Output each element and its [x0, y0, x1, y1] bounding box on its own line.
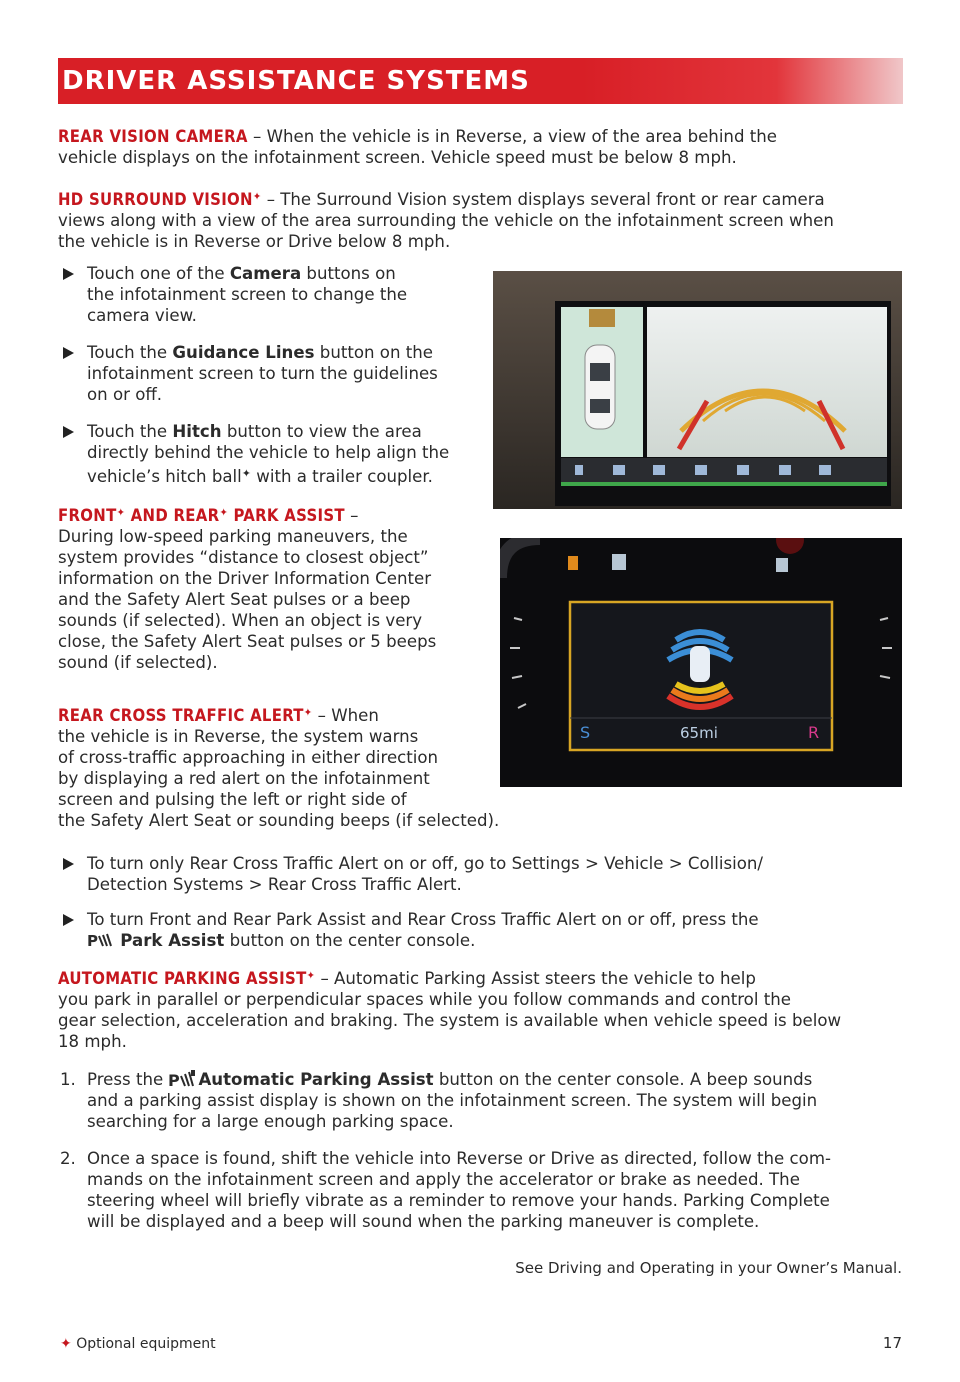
- svg-text:P: P: [87, 932, 98, 948]
- bullet-hitch: Touch the Hitch button to view the area directly behind the vehicle to help align the vehicle’s hitch ball✦ with a trailer coupler.: [87, 422, 450, 486]
- optional-mark-icon: ✦: [252, 190, 262, 203]
- cluster-gear-right: R: [808, 723, 820, 742]
- auto-park-heading: AUTOMATIC PARKING ASSIST: [58, 969, 307, 988]
- footer-note: ✦ Optional equipment: [60, 1336, 216, 1352]
- surround-vision-heading: HD SURROUND VISION: [58, 190, 253, 209]
- step-number: 2.: [60, 1149, 76, 1168]
- surround-vision-photo: [493, 271, 902, 509]
- automatic-parking-assist-icon: [168, 1070, 198, 1088]
- bullet-arrow-icon: [63, 268, 74, 280]
- optional-mark-icon: ✦: [60, 1336, 72, 1352]
- park-assist-icon: [87, 932, 115, 948]
- bullet-arrow-icon: [63, 858, 74, 870]
- bullet-arrow-icon: [63, 347, 74, 359]
- optional-mark-icon: ✦: [241, 467, 251, 480]
- see-manual-note: See Driving and Operating in your Owner’s Manual.: [515, 1259, 902, 1277]
- rear-vision-paragraph: REAR VISION CAMERA – When the vehicle is in Reverse, a view of the area behind the vehicle displays on the infotainment screen. Vehicle speed must be below 8 mph.: [58, 127, 777, 167]
- park-assist-heading: FRONT: [58, 506, 117, 525]
- step-number: 1.: [60, 1070, 76, 1089]
- cluster-range: 65mi: [680, 724, 718, 742]
- bullet-rcta-settings: To turn only Rear Cross Traffic Alert on or off, go to Settings > Vehicle > Collision/ Detection Systems > Rear Cross Traffic Alert.: [87, 854, 763, 894]
- auto-park-paragraph: AUTOMATIC PARKING ASSIST✦ – Automatic Parking Assist steers the vehicle to help you park in parallel or perpendicular spaces while you follow commands and control the gear selection, acceleration and braking. The system is available when vehicle speed is below 18 mph.: [58, 969, 842, 1051]
- park-assist-cluster-photo: [500, 538, 902, 787]
- svg-text:P: P: [168, 1071, 181, 1088]
- cluster-gear-left: S: [580, 723, 591, 742]
- step-2: Once a space is found, shift the vehicle into Reverse or Drive as directed, follow the com- mands on the infotainment screen and apply the accelerator or brake as needed. The steering wheel will briefly vibrate as a reminder to remove your hands. Parking Complete will be displayed and a beep will sound when the parking maneuver is complete.: [87, 1149, 831, 1231]
- bullet-guidance-lines: Touch the Guidance Lines button on the infotainment screen to turn the guidelines on or off.: [87, 343, 438, 404]
- step-1: Press the P Automatic Parking Assist button on the center console. A beep sounds and a parking assist display is shown on the infotainment screen. The system will begin searching for a large enough parking space.: [87, 1070, 818, 1131]
- bullet-park-assist-button: To turn Front and Rear Park Assist and Rear Cross Traffic Alert on or off, press the P Park Assist button on the center console.: [87, 910, 759, 950]
- rear-vision-heading: REAR VISION CAMERA: [58, 127, 248, 146]
- park-assist-paragraph: FRONT✦ AND REAR✦ PARK ASSIST – During low-speed parking maneuvers, the system provides “distance to closest object” information on the Driver Information Center and the Safety Alert Seat pulses or a beep sounds (if selected). When an object is very close, the Safety Alert Seat pulses or 5 beeps sound (if selected).: [58, 506, 437, 672]
- section-banner: [58, 58, 903, 104]
- bullet-arrow-icon: [63, 914, 74, 926]
- cross-traffic-paragraph: REAR CROSS TRAFFIC ALERT✦ – When the vehicle is in Reverse, the system warns of cross-traffic approaching in either direction by displaying a red alert on the infotainment screen and pulsing the left or right side of the Safety Alert Seat or sounding beeps (if selected).: [58, 706, 500, 830]
- surround-vision-paragraph: HD SURROUND VISION✦ – The Surround Vision system displays several front or rear camera views along with a view of the area surrounding the vehicle on the infotainment screen when the vehicle is in Reverse or Drive below 8 mph.: [58, 190, 834, 251]
- cross-traffic-heading: REAR CROSS TRAFFIC ALERT: [58, 706, 304, 725]
- bullet-arrow-icon: [63, 426, 74, 438]
- page-number: 17: [882, 1334, 902, 1352]
- section-title: DRIVER ASSISTANCE SYSTEMS: [62, 66, 530, 96]
- bullet-camera-buttons: Touch one of the Camera buttons on the infotainment screen to change the camera view.: [87, 264, 408, 325]
